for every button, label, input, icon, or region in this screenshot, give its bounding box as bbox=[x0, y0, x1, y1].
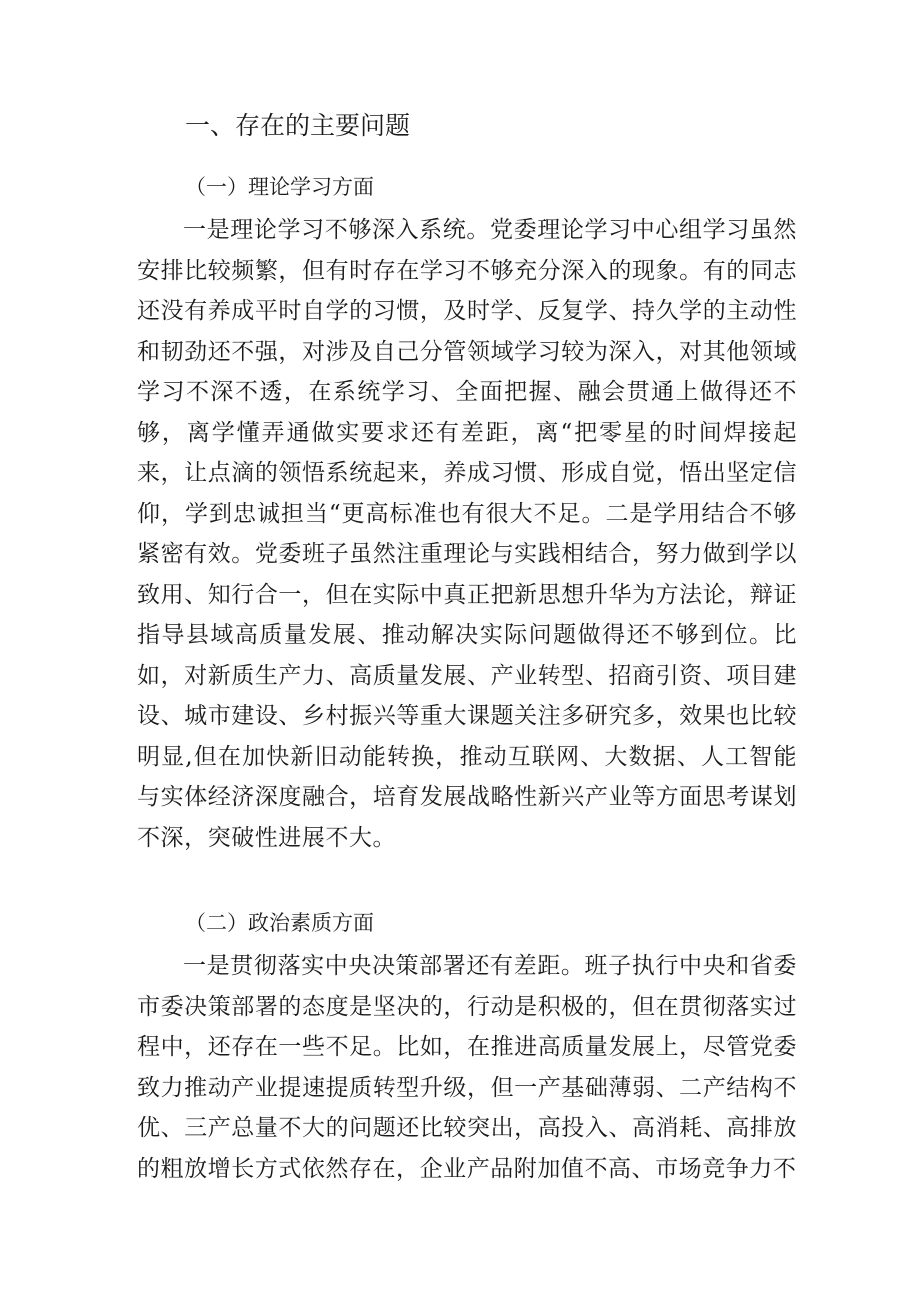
subsection-title-political-quality: （二）政治素质方面 bbox=[185, 911, 374, 935]
paragraph-theory-study: 一是理论学习不够深入系统。党委理论学习中心组学习虽然安排比较频繁，但有时存在学习不够充分深入的现象。有的同志还没有养成平时自学的习惯，及时学、反复学、持久学的主动性和韧劲还不强，对涉及自己分管领域学习较为深入，对其他领域学习不深不透，在系统学习、全面把握、融会贯通上做得还不够，离学懂弄通做实要求还有差距，离“把零星的时间焊接起来，让点滴的领悟系统起来，养成习惯、形成自觉，悟出坚定信仰，学到忠诚担当“更高标准也有很大不足。二是学用结合不够紧密有效。党委班子虽然注重理论与实践相结合，努力做到学以致用、知行合一，但在实际中真正把新思想升华为方法论，辩证指导县域高质量发展、推动解决实际问题做得还不够到位。比如，对新质生产力、高质量发展、产业转型、招商引资、项目建设、城市建设、乡村振兴等重大课题关注多研究多，效果也比较明显,但在加快新旧动能转换，推动互联网、大数据、人工智能与实体经济深度融合，培育发展战略性新兴产业等方面思考谋划不深，突破性进展不大。 bbox=[137, 217, 797, 851]
subsection-title-theory-study: （一）理论学习方面 bbox=[185, 175, 374, 199]
section-heading: 一、存在的主要问题 bbox=[185, 111, 411, 140]
paragraph-political-quality: 一是贯彻落实中央决策部署还有差距。班子执行中央和省委市委决策部署的态度是坚决的，行动是积极的，但在贯彻落实过程中，还存在一些不足。比如，在推进高质量发展上，尽管党委致力推动产业提速提质转型升级，但一产基础薄弱、二产结构不优、三产总量不大的问题还比较突出，高投入、高消耗、高排放的粗放增长方式依然存在，企业产品附加值不高、市场竞争力不 bbox=[137, 953, 797, 1182]
